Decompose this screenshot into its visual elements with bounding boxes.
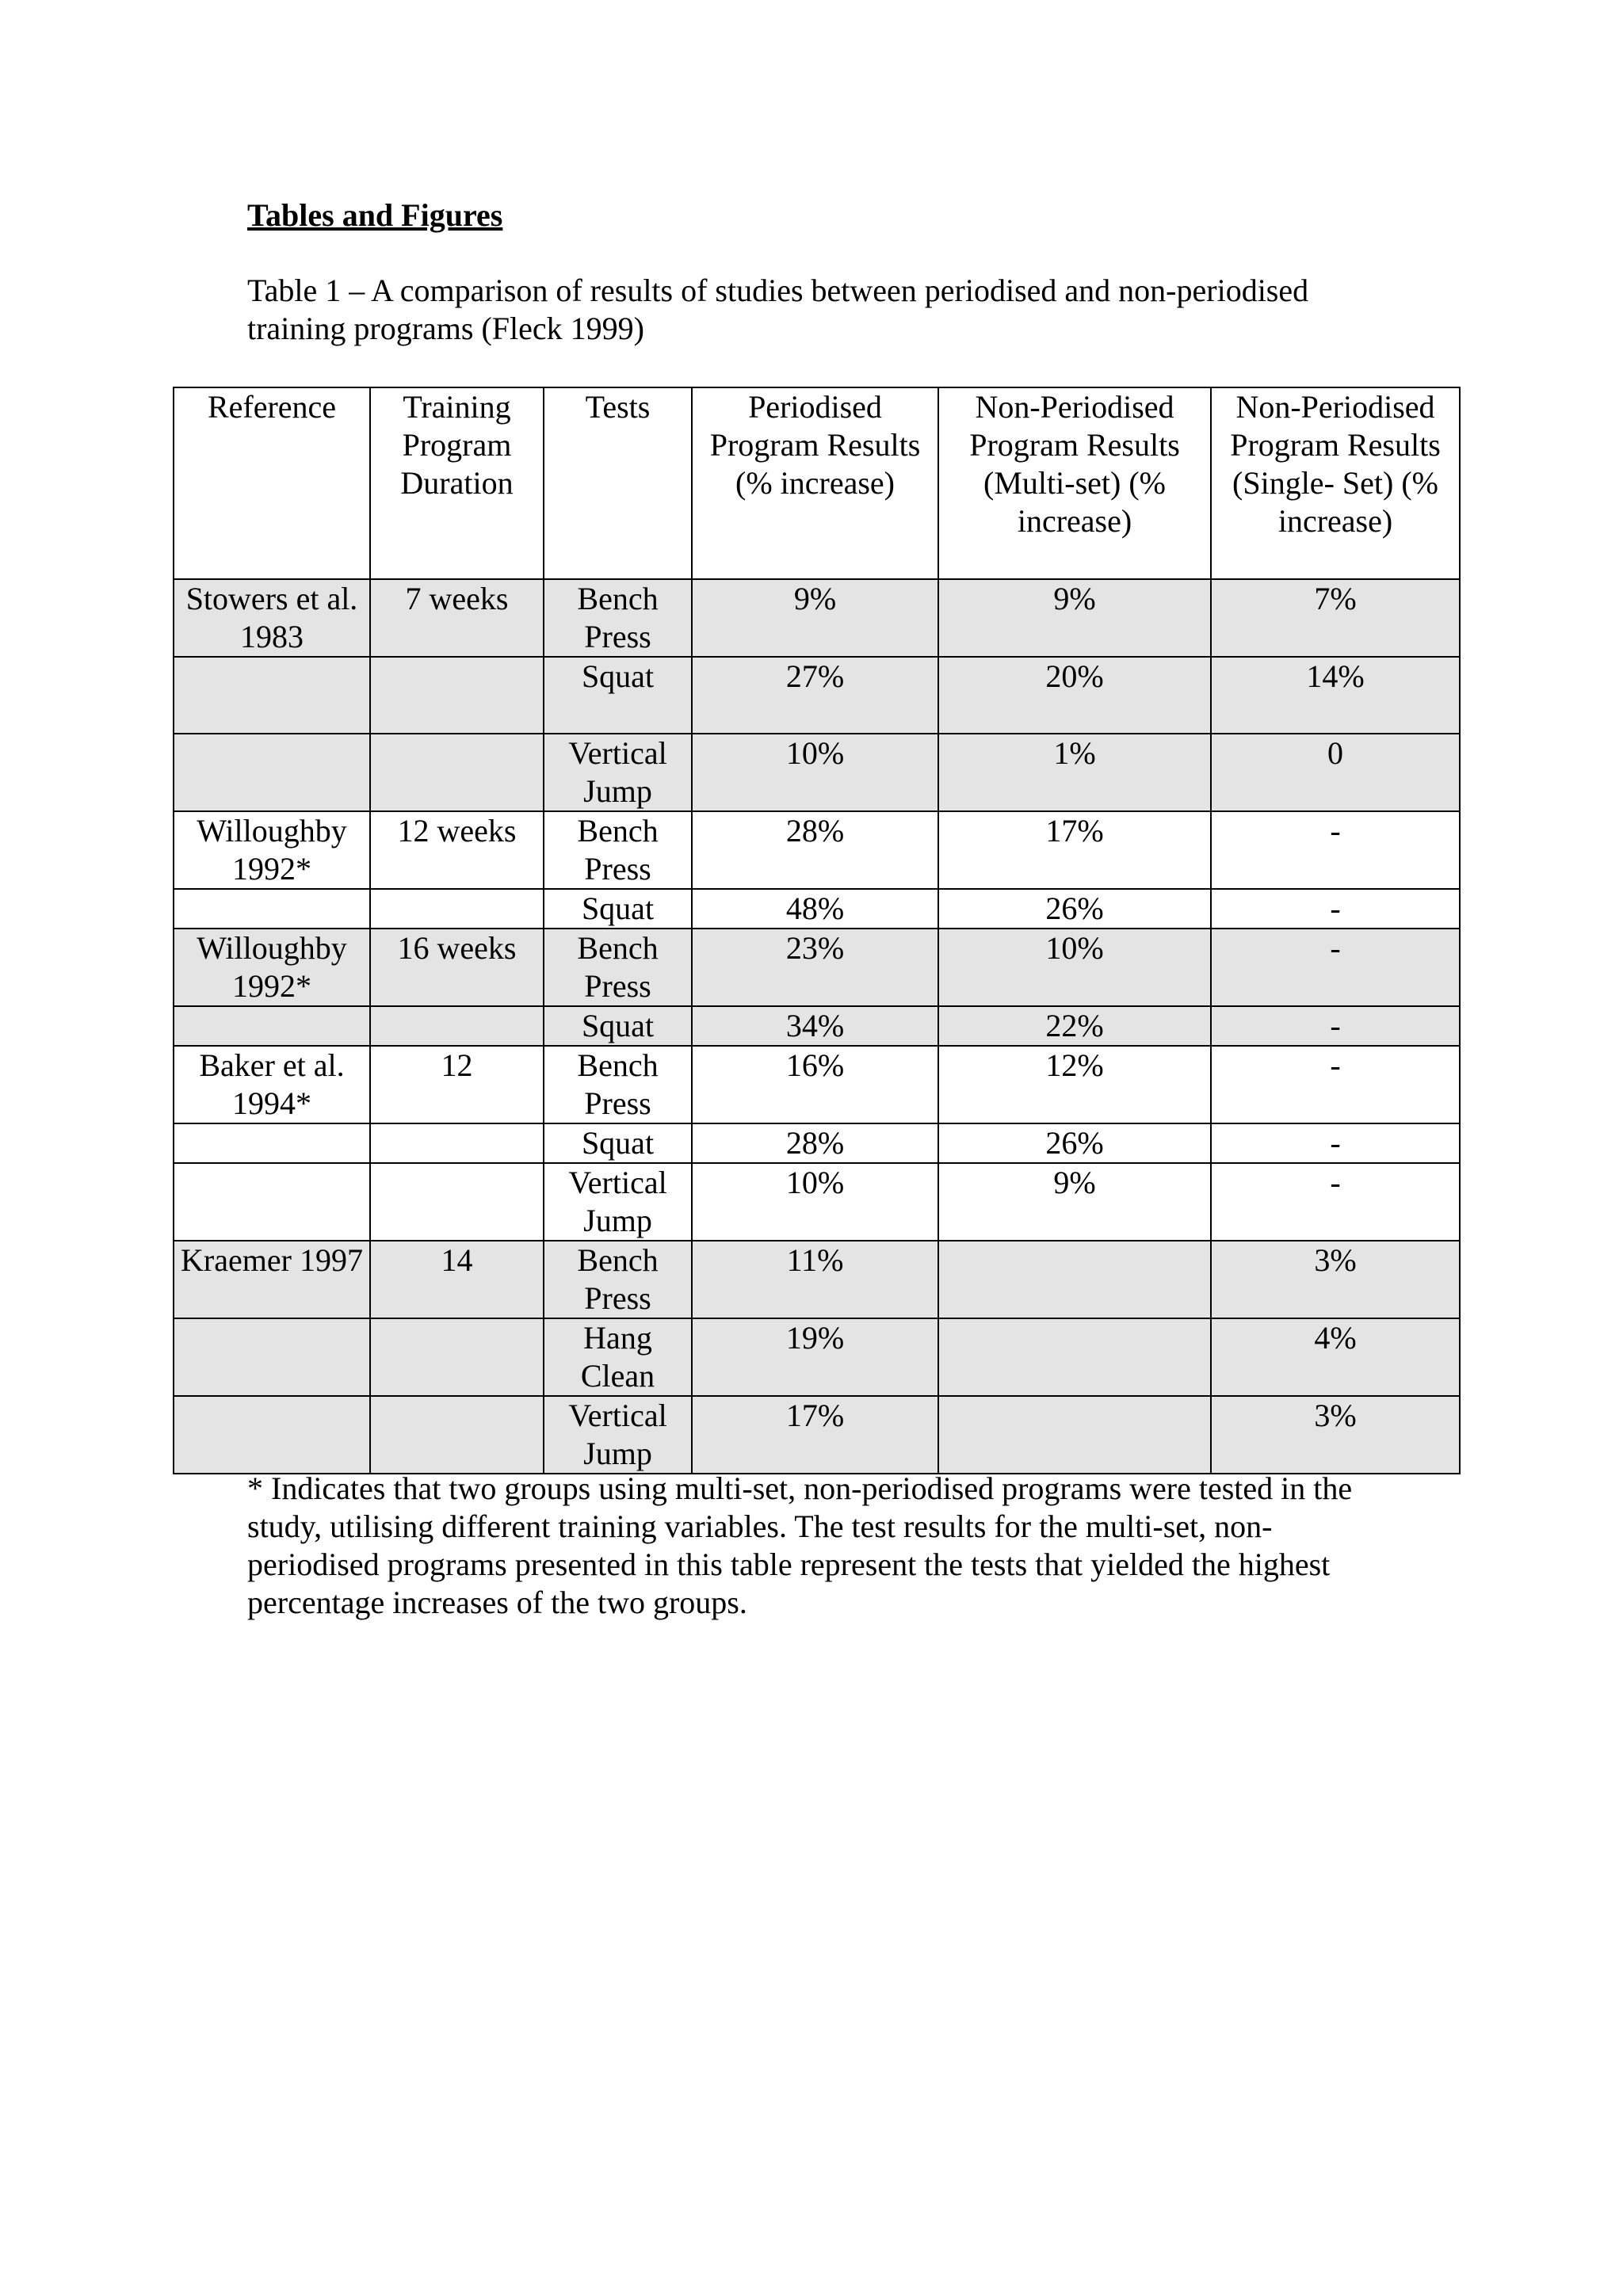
header-periodised: Periodised Program Results (% increase)	[692, 387, 938, 579]
table-row	[174, 1396, 1460, 1474]
cell-multi-set: 12%	[938, 1046, 1211, 1123]
table-row	[174, 889, 1460, 929]
header-multi-set: Non-Periodised Program Results (Multi-set) (% increase)	[938, 387, 1211, 579]
table-row	[174, 734, 1460, 811]
table-row	[174, 1006, 1460, 1046]
table-row	[174, 929, 1460, 1006]
table-row	[174, 579, 1460, 657]
cell-reference: Willoughby 1992*	[174, 811, 370, 889]
cell-single-set: -	[1211, 811, 1460, 889]
cell-single-set: -	[1211, 1163, 1460, 1241]
cell-multi-set	[938, 1241, 1211, 1318]
cell-periodised: 10%	[692, 1163, 938, 1241]
cell-single-set: -	[1211, 889, 1460, 929]
cell-single-set: -	[1211, 1006, 1460, 1046]
header-single-set: Non-Periodised Program Results (Single- Set) (% increase)	[1211, 387, 1460, 579]
header-reference: Reference	[174, 387, 370, 579]
cell-test: Bench Press	[544, 1046, 692, 1123]
table-row	[174, 1241, 1460, 1318]
table-header-row	[174, 387, 1460, 579]
cell-periodised: 28%	[692, 811, 938, 889]
cell-duration	[370, 1396, 544, 1474]
cell-test: Squat	[544, 889, 692, 929]
cell-duration: 7 weeks	[370, 579, 544, 657]
cell-reference	[174, 1396, 370, 1474]
cell-multi-set: 9%	[938, 579, 1211, 657]
cell-duration: 12	[370, 1046, 544, 1123]
cell-duration	[370, 1163, 544, 1241]
cell-duration: 12 weeks	[370, 811, 544, 889]
cell-reference	[174, 1006, 370, 1046]
cell-reference	[174, 1123, 370, 1163]
cell-periodised: 27%	[692, 657, 938, 734]
cell-test: Vertical Jump	[544, 1396, 692, 1474]
cell-test: Vertical Jump	[544, 734, 692, 811]
cell-duration	[370, 889, 544, 929]
cell-duration	[370, 657, 544, 734]
cell-test: Vertical Jump	[544, 1163, 692, 1241]
cell-reference	[174, 734, 370, 811]
cell-single-set: 14%	[1211, 657, 1460, 734]
cell-reference: Kraemer 1997	[174, 1241, 370, 1318]
cell-test: Bench Press	[544, 811, 692, 889]
cell-test: Hang Clean	[544, 1318, 692, 1396]
cell-single-set: 3%	[1211, 1396, 1460, 1474]
cell-duration	[370, 1006, 544, 1046]
cell-multi-set: 26%	[938, 1123, 1211, 1163]
cell-single-set: 7%	[1211, 579, 1460, 657]
cell-reference	[174, 657, 370, 734]
cell-multi-set: 10%	[938, 929, 1211, 1006]
cell-single-set: 0	[1211, 734, 1460, 811]
cell-periodised: 28%	[692, 1123, 938, 1163]
cell-single-set: 3%	[1211, 1241, 1460, 1318]
cell-multi-set: 17%	[938, 811, 1211, 889]
section-heading: Tables and Figures	[247, 197, 503, 233]
cell-periodised: 9%	[692, 579, 938, 657]
table-row	[174, 811, 1460, 889]
table-row	[174, 1123, 1460, 1163]
cell-duration	[370, 1318, 544, 1396]
cell-multi-set: 9%	[938, 1163, 1211, 1241]
table-row	[174, 1318, 1460, 1396]
cell-single-set: -	[1211, 1046, 1460, 1123]
cell-test: Bench Press	[544, 929, 692, 1006]
table-row	[174, 657, 1460, 734]
cell-periodised: 34%	[692, 1006, 938, 1046]
cell-duration	[370, 1123, 544, 1163]
cell-periodised: 10%	[692, 734, 938, 811]
cell-single-set: 4%	[1211, 1318, 1460, 1396]
cell-periodised: 19%	[692, 1318, 938, 1396]
cell-periodised: 48%	[692, 889, 938, 929]
table-row	[174, 1163, 1460, 1241]
cell-reference	[174, 1163, 370, 1241]
cell-test: Squat	[544, 1123, 692, 1163]
cell-reference: Stowers et al. 1983	[174, 579, 370, 657]
table-body	[174, 579, 1460, 1474]
cell-reference	[174, 889, 370, 929]
header-tests: Tests	[544, 387, 692, 579]
cell-duration: 14	[370, 1241, 544, 1318]
cell-test: Bench Press	[544, 579, 692, 657]
table-footnote: * Indicates that two groups using multi-set, non-periodised programs were tested in the study, utilising different training variables. The test results for the multi-set, non-periodised programs presented in this table represent the tests that yielded the highest percentage increases of the two groups.	[247, 1470, 1353, 1620]
cell-periodised: 16%	[692, 1046, 938, 1123]
cell-multi-set: 1%	[938, 734, 1211, 811]
cell-periodised: 11%	[692, 1241, 938, 1318]
cell-test: Bench Press	[544, 1241, 692, 1318]
cell-multi-set	[938, 1318, 1211, 1396]
cell-multi-set: 26%	[938, 889, 1211, 929]
cell-reference: Baker et al. 1994*	[174, 1046, 370, 1123]
cell-duration	[370, 734, 544, 811]
cell-test: Squat	[544, 1006, 692, 1046]
cell-test: Squat	[544, 657, 692, 734]
table-caption: Table 1 – A comparison of results of studies between periodised and non-periodised training programs (Fleck 1999)	[247, 273, 1309, 346]
cell-reference: Willoughby 1992*	[174, 929, 370, 1006]
header-duration: Training Program Duration	[370, 387, 544, 579]
cell-multi-set: 20%	[938, 657, 1211, 734]
cell-periodised: 23%	[692, 929, 938, 1006]
cell-single-set: -	[1211, 1123, 1460, 1163]
results-table	[173, 387, 1461, 1474]
table-row	[174, 1046, 1460, 1123]
cell-single-set: -	[1211, 929, 1460, 1006]
cell-reference	[174, 1318, 370, 1396]
cell-periodised: 17%	[692, 1396, 938, 1474]
cell-duration: 16 weeks	[370, 929, 544, 1006]
cell-multi-set	[938, 1396, 1211, 1474]
cell-multi-set: 22%	[938, 1006, 1211, 1046]
